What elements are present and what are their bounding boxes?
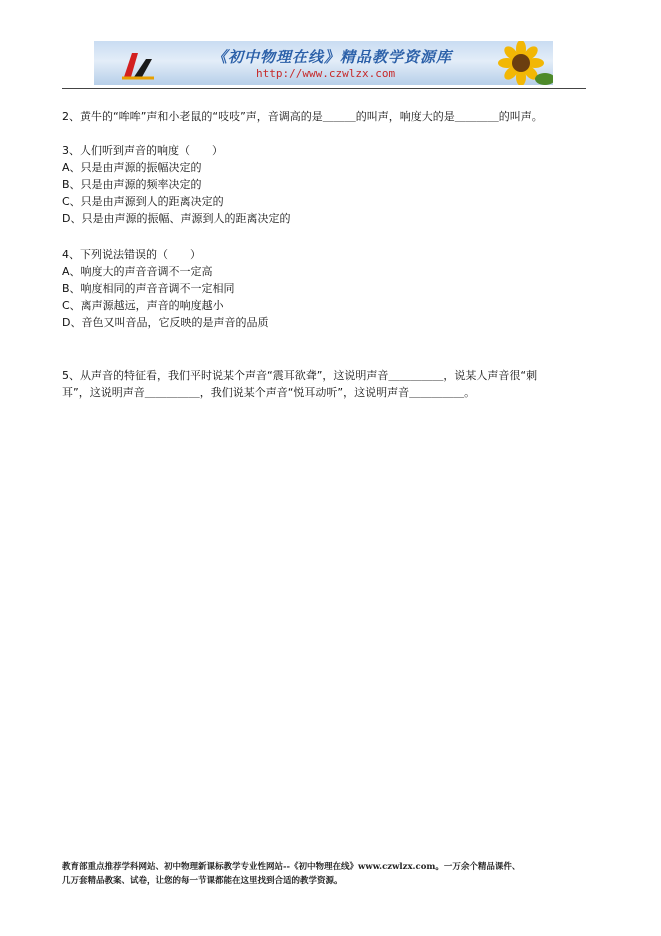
question-4-option-a: A、响度大的声音音调不一定高: [62, 265, 213, 278]
header-divider: [62, 88, 586, 89]
banner-url[interactable]: http://www.czwlzx.com: [256, 67, 396, 80]
site-logo-icon: [118, 47, 158, 81]
question-2: [62, 108, 592, 125]
footer-line-2: 几万套精品教案、试卷，让您的每一节课都能在这里找到合适的教学资源。: [62, 876, 343, 886]
page-footer: [62, 860, 602, 888]
question-3-option-b: B、只是由声源的频率决定的: [62, 178, 202, 191]
question-4: [62, 246, 592, 331]
sunflower-icon: [483, 41, 553, 85]
question-2-text: 2、黄牛的“哞哞”声和小老鼠的“吱吱”声，音调高的是＿＿＿的叫声，响度大的是＿＿＿＿的叫声。: [62, 110, 543, 123]
question-3-option-a: A、只是由声源的振幅决定的: [62, 161, 202, 174]
question-3-stem: 3、人们听到声音的响度（ ）: [62, 144, 223, 157]
question-4-stem: 4、下列说法错误的（ ）: [62, 248, 201, 261]
question-4-option-d: D、音色又叫音品，它反映的是声音的品质: [62, 316, 269, 329]
question-5: [62, 367, 592, 401]
question-3-option-c: C、只是由声源到人的距离决定的: [62, 195, 224, 208]
header-banner: [94, 41, 553, 85]
question-3: [62, 142, 592, 227]
footer-line-1: 教育部重点推荐学科网站、初中物理新课标教学专业性网站--《初中物理在线》www.czwlzx.com。一万余个精品课件、: [62, 862, 521, 872]
question-5-line-2: 耳”，这说明声音＿＿＿＿＿，我们说某个声音“悦耳动听”，这说明声音＿＿＿＿＿。: [62, 386, 476, 399]
question-4-option-b: B、响度相同的声音音调不一定相同: [62, 282, 235, 295]
banner-title: 《初中物理在线》精品教学资源库: [212, 48, 453, 66]
question-4-option-c: C、离声源越远，声音的响度越小: [62, 299, 224, 312]
question-5-line-1: 5、从声音的特征看，我们平时说某个声音“震耳欲聋”，这说明声音＿＿＿＿＿，说某人声音很“刺: [62, 369, 538, 382]
question-3-option-d: D、只是由声源的振幅、声源到人的距离决定的: [62, 212, 291, 225]
